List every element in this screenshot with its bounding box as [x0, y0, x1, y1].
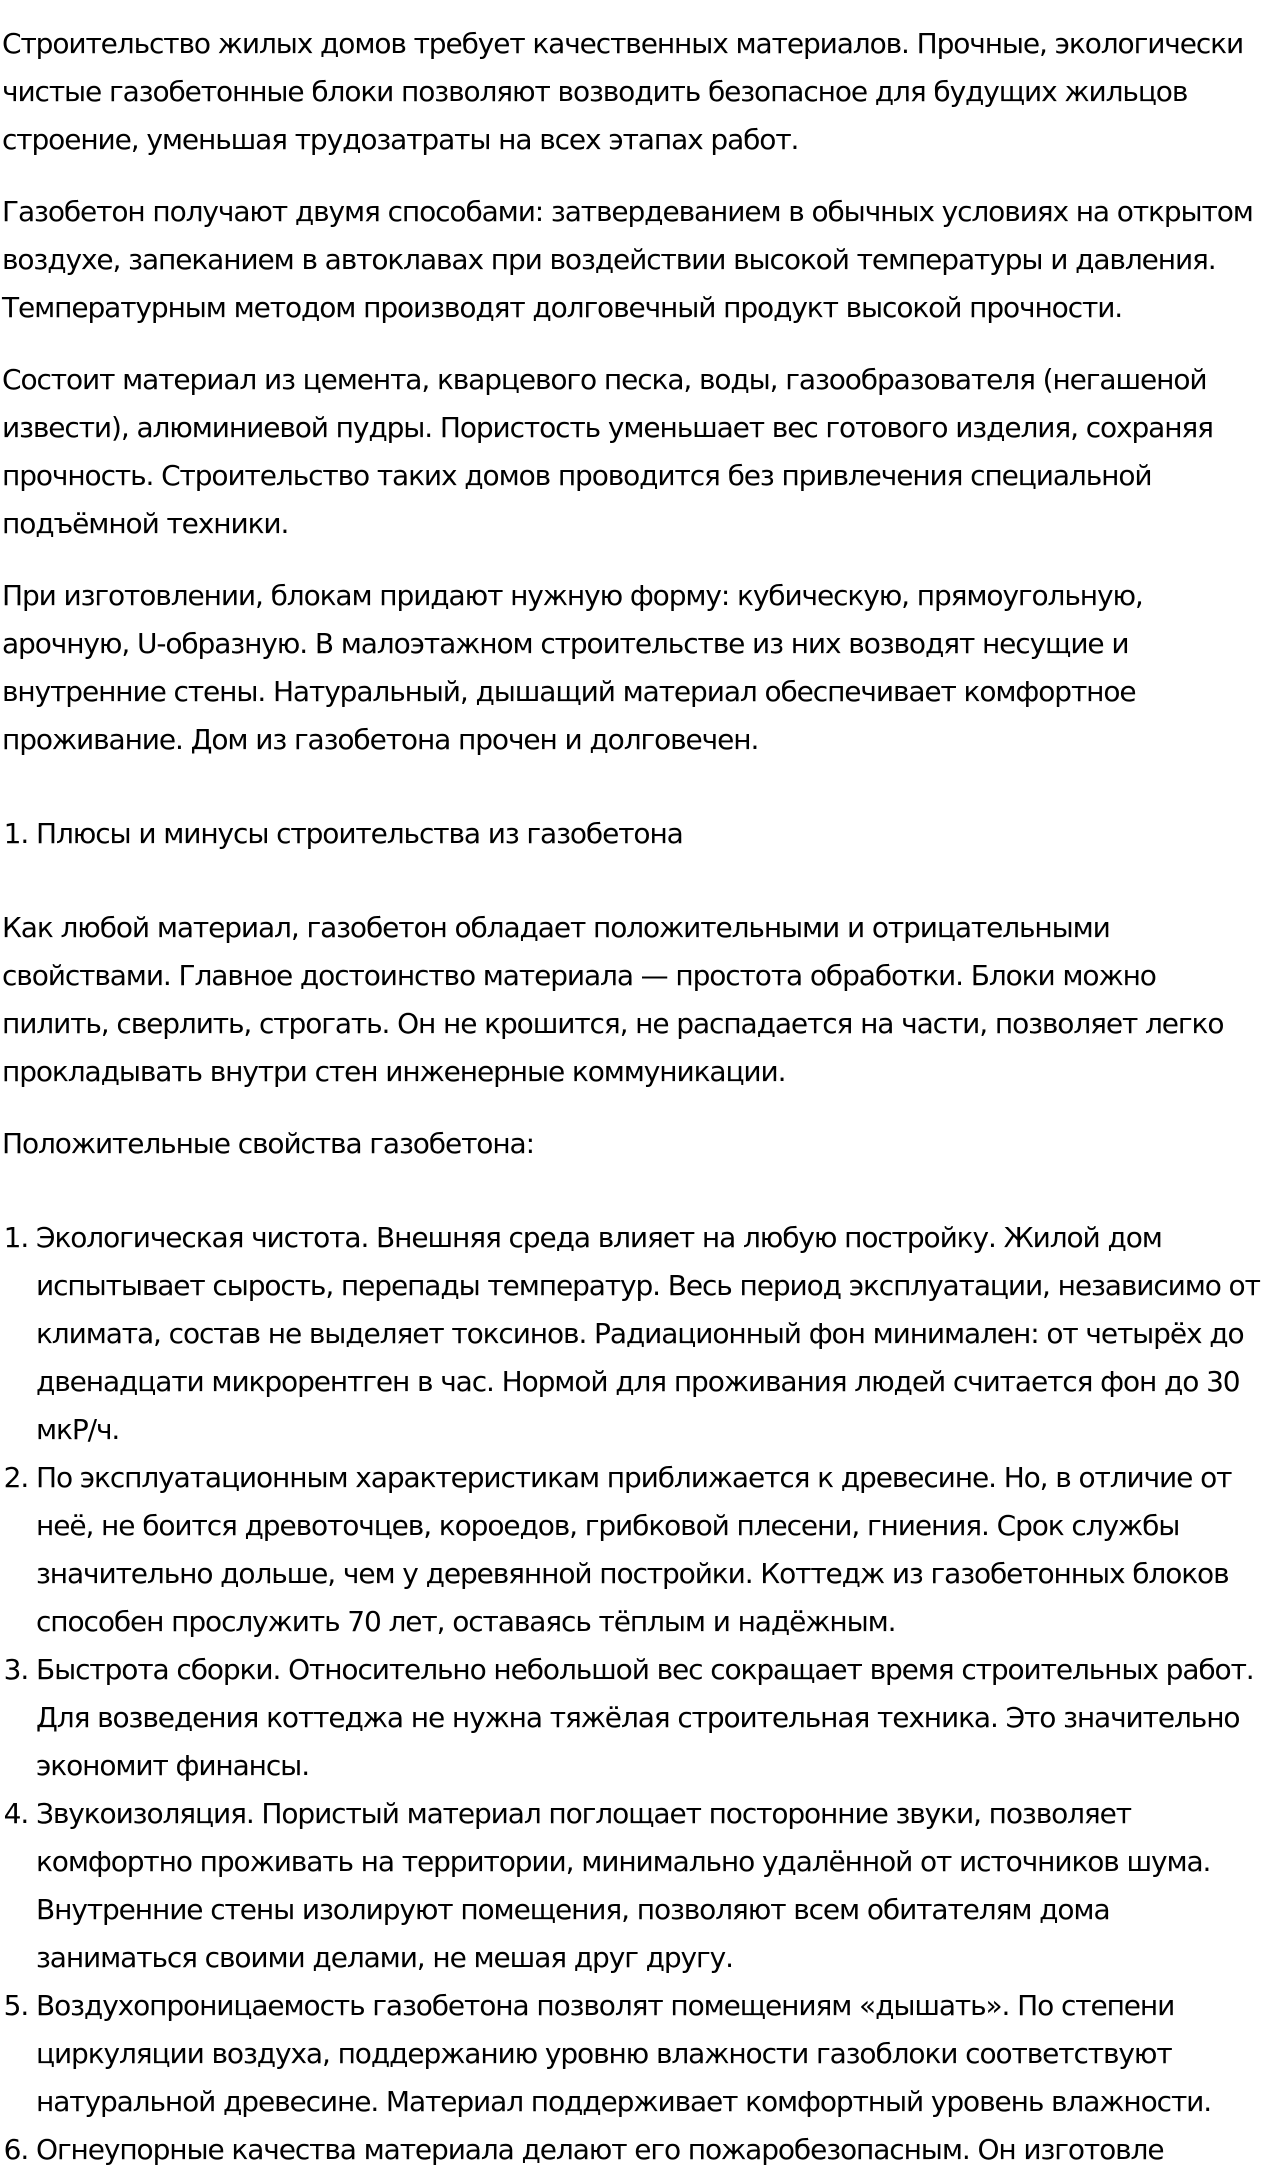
section-heading-pros-cons: 1. Плюсы и минусы строительства из газобетона: [36, 810, 1270, 858]
list-item-durability: 2. По эксплуатационным характеристикам приближается к древесине. Но, в отличие от неё, не боится древоточцев, короедов, грибковой плесени, гниения. Срок службы значительно дольше, чем у деревянной постройки. Коттедж из газобетонных блоков способен прослужить 70 лет, оставаясь тёплым и надёжным.: [36, 1454, 1270, 1646]
list-item-sound-insulation: 4. Звукоизоляция. Пористый материал поглощает посторонние звуки, позволяет комфортно проживать на территории, минимально удалённой от источников шума. Внутренние стены изолируют помещения, позволяют всем обитателям дома заниматься своими делами, не мешая друг другу.: [36, 1790, 1270, 1982]
list-item-eco-purity: 1. Экологическая чистота. Внешняя среда влияет на любую постройку. Жилой дом испытывает сырость, перепады температур. Весь период эксплуатации, независимо от климата, состав не выделяет токсинов. Радиационный фон минимален: от четырёх до двенадцати микрорентген в час. Нормой для проживания людей считается фон до 30 мкР/ч.: [36, 1214, 1270, 1454]
positives-list: [2, 1214, 1270, 2174]
paragraph-composition: Состоит материал из цемента, кварцевого песка, воды, газообразователя (негашеной извести), алюминиевой пудры. Пористость уменьшает вес готового изделия, сохраняя прочность. Строительство таких домов проводится без привлечения специальной подъёмной техники.: [2, 363, 1213, 540]
paragraph-production-methods: Газобетон получают двумя способами: затвердеванием в обычных условиях на открытом воздухе, запеканием в автоклавах при воздействии высокой температуры и давления. Температурным методом производят долговечный продукт высокой прочности.: [2, 195, 1253, 324]
paragraph-positives-label: Положительные свойства газобетона:: [2, 1127, 534, 1160]
article-body: [0, 20, 1270, 2174]
paragraph-block-shapes: При изготовлении, блокам придают нужную форму: кубическую, прямоугольную, арочную, U-образную. В малоэтажном строительстве из них возводят несущие и внутренние стены. Натуральный, дышащий материал обеспечивает комфортное проживание. Дом из газобетона прочен и долговечен.: [2, 579, 1143, 756]
paragraph-advantages-intro: Как любой материал, газобетон обладает положительными и отрицательными свойствами. Главное достоинство материала — простота обработки. Блоки можно пилить, сверлить, строгать. Он не крошится, не распадается на части, позволяет легко прокладывать внутри стен инженерные коммуникации.: [2, 911, 1224, 1088]
list-item-fire-resistance: 6. Огнеупорные качества материала делают его пожаробезопасным. Он изготовле: [36, 2126, 1270, 2174]
list-item-assembly-speed: 3. Быстрота сборки. Относительно небольшой вес сокращает время строительных работ. Для возведения коттеджа не нужна тяжёлая строительная техника. Это значительно экономит финансы.: [36, 1646, 1270, 1790]
paragraph-intro-materials: Строительство жилых домов требует качественных материалов. Прочные, экологически чистые газобетонные блоки позволяют возводить безопасное для будущих жильцов строение, уменьшая трудозатраты на всех этапах работ.: [2, 27, 1244, 156]
section-heading-list: [2, 810, 1270, 858]
list-item-breathability: 5. Воздухопроницаемость газобетона позволят помещениям «дышать». По степени циркуляции воздуха, поддержанию уровню влажности газоблоки соответствуют натуральной древесине. Материал поддерживает комфортный уровень влажности.: [36, 1982, 1270, 2126]
